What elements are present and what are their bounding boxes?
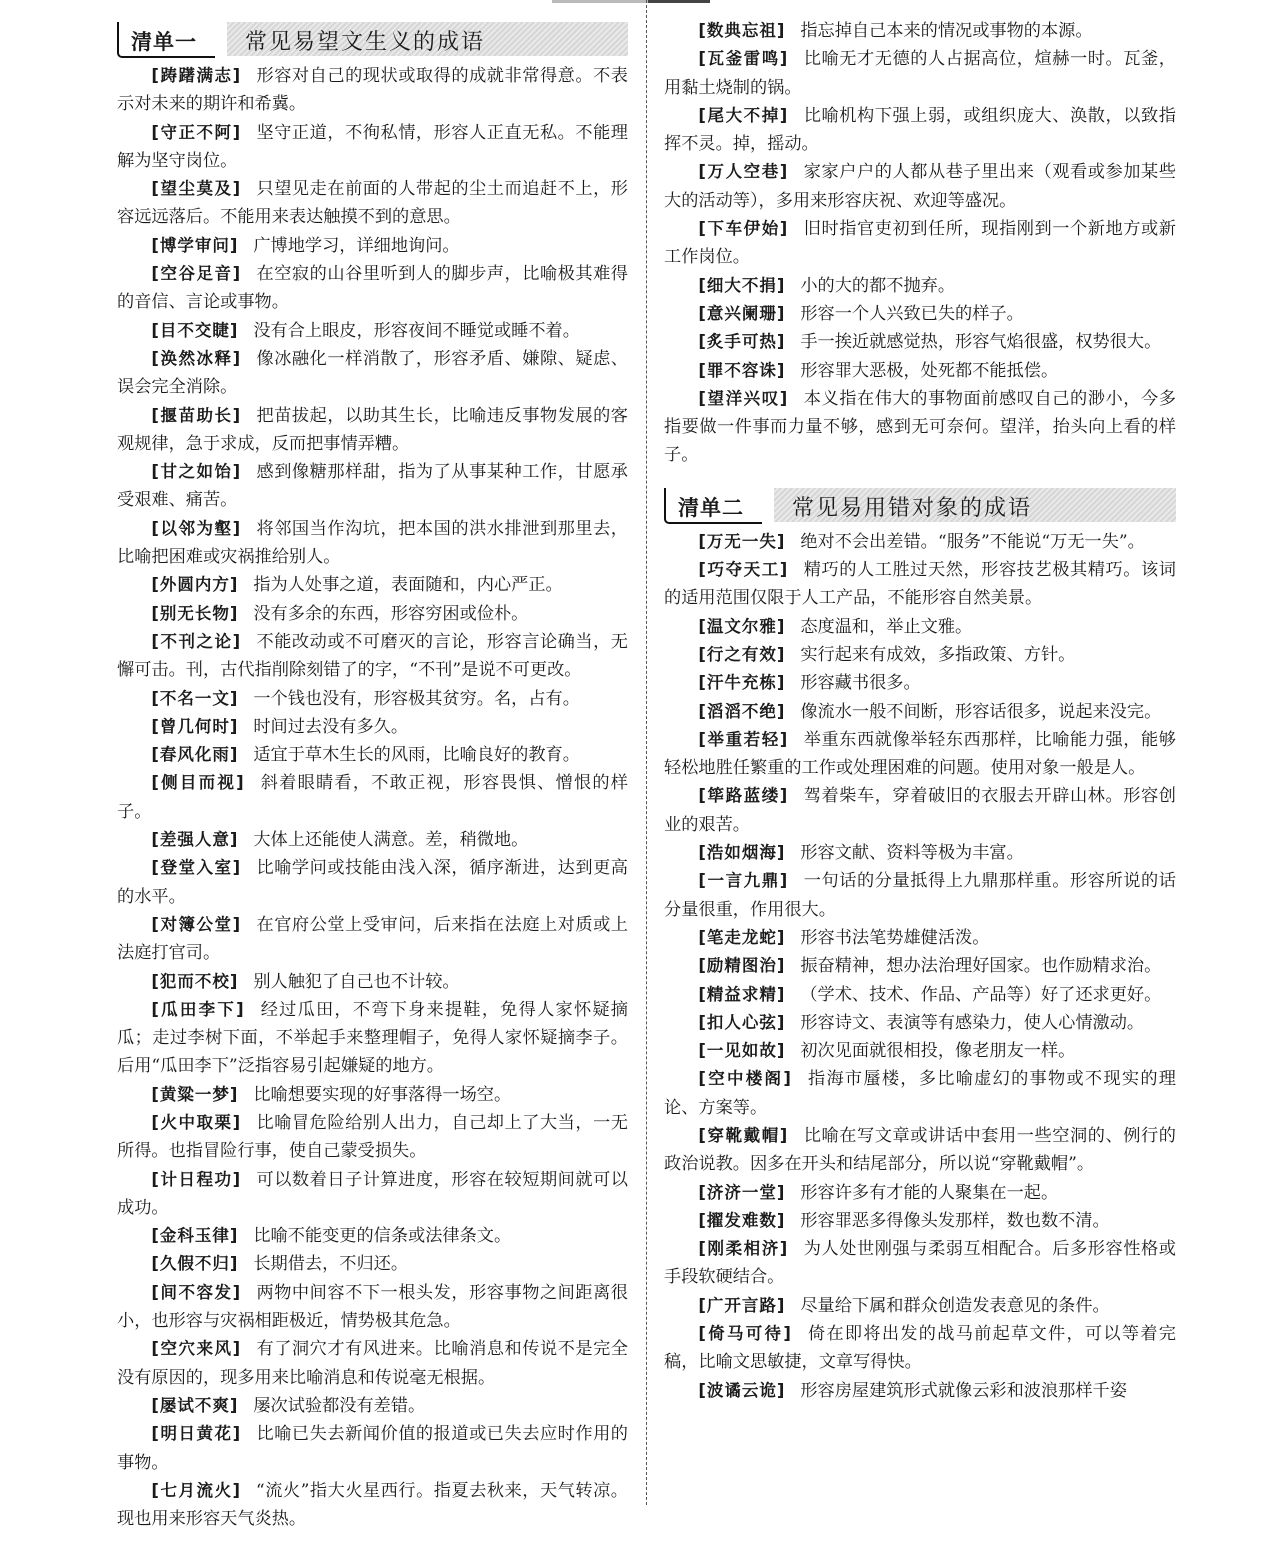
idiom-entry xyxy=(664,357,1176,385)
idiom-definition: 形容罪恶多得像头发那样，数也数不清。 xyxy=(800,1210,1110,1231)
idiom-term: [犯而不校] xyxy=(151,971,239,991)
idiom-definition: 驾着柴车，穿着破旧的衣服去开辟山林。形容创业的艰苦。 xyxy=(664,786,1176,835)
idiom-term: [久假不归] xyxy=(151,1254,239,1274)
idiom-term: [外圆内方] xyxy=(151,575,239,595)
idiom-term: [尾大不掉] xyxy=(698,105,789,125)
idiom-definition: 别人触犯了自己也不计较。 xyxy=(253,971,460,992)
idiom-definition: 形容许多有才能的人聚集在一起。 xyxy=(800,1182,1059,1203)
idiom-definition: 斜着眼睛看，不敢正视，形容畏惧、憎恨的样子。 xyxy=(117,773,628,822)
idiom-term: [瓜田李下] xyxy=(151,999,245,1019)
idiom-definition: 旧时指官吏初到任所，现指刚到一个新地方或新工作岗位。 xyxy=(664,219,1176,268)
idiom-entry xyxy=(664,528,1176,556)
idiom-entry xyxy=(664,385,1176,470)
idiom-entry xyxy=(664,215,1176,272)
idiom-definition: 实行起来有成效，多指政策、方针。 xyxy=(800,644,1076,665)
idiom-entry xyxy=(117,260,628,317)
idiom-term: [目不交睫] xyxy=(151,320,239,340)
idiom-entry xyxy=(117,1222,628,1250)
idiom-entry xyxy=(664,641,1176,669)
idiom-term: [屡试不爽] xyxy=(151,1395,239,1415)
idiom-definition: 没有多余的东西，形容穷困或俭朴。 xyxy=(253,603,529,624)
idiom-definition: 指海市蜃楼，多比喻虚幻的事物或不现实的理论、方案等。 xyxy=(664,1069,1176,1118)
idiom-term: [望尘莫及] xyxy=(151,179,242,199)
idiom-term: [一言九鼎] xyxy=(698,871,789,891)
idiom-definition: 时间过去没有多久。 xyxy=(253,716,409,737)
idiom-term: [空中楼阁] xyxy=(698,1069,792,1089)
section1-title: 常见易望文生义的成语 xyxy=(245,30,486,55)
idiom-term: [对簿公堂] xyxy=(151,914,242,934)
idiom-definition: 广博地学习，详细地询问。 xyxy=(253,235,460,256)
idiom-entry xyxy=(117,741,628,769)
idiom-term: [瓦釜雷鸣] xyxy=(698,49,789,69)
idiom-entry xyxy=(664,782,1176,839)
idiom-definition: 只望见走在前面的人带起的尘土而追赶不上，形容远远落后。不能用来表达触摸不到的意思。 xyxy=(117,179,628,228)
idiom-entry xyxy=(664,1065,1176,1122)
idiom-term: [春风化雨] xyxy=(151,745,239,765)
idiom-term: [不刊之论] xyxy=(151,631,242,651)
idiom-entry xyxy=(117,713,628,741)
idiom-term: [扣人心弦] xyxy=(698,1012,786,1032)
section1-list xyxy=(117,62,628,1533)
idiom-definition: 坚守正道，不徇私情，形容人正直无私。不能理解为坚守岗位。 xyxy=(117,122,628,171)
idiom-term: [筚路蓝缕] xyxy=(698,786,789,806)
idiom-entry xyxy=(664,613,1176,641)
idiom-entry xyxy=(664,1179,1176,1207)
idiom-term: [计日程功] xyxy=(151,1169,242,1189)
section2-header xyxy=(664,484,1176,524)
idiom-entry xyxy=(117,854,628,911)
idiom-definition: 举重东西就像举轻东西那样，比喻能力强，能够轻松地胜任繁重的工作或处理困难的问题。使用对象一般是人。 xyxy=(664,729,1176,779)
idiom-definition: 感到像糖那样甜，指为了从事某种工作，甘愿承受艰难、痛苦。 xyxy=(117,462,628,511)
idiom-term: [一见如故] xyxy=(698,1041,786,1061)
idiom-definition: 一句话的分量抵得上九鼎那样重。形容所说的话分量很重，作用很大。 xyxy=(664,871,1176,920)
idiom-entry xyxy=(664,328,1176,356)
idiom-definition: 在空寂的山谷里听到人的脚步声，比喻极其难得的音信、言论或事物。 xyxy=(117,264,628,313)
idiom-entry xyxy=(664,300,1176,328)
idiom-term: [涣然冰释] xyxy=(151,348,242,368)
idiom-definition: 振奋精神，想办法治理好国家。也作励精求治。 xyxy=(800,956,1162,977)
idiom-definition: 比喻不能变更的信条或法律条文。 xyxy=(253,1226,512,1247)
idiom-entry xyxy=(117,515,628,572)
idiom-entry xyxy=(117,769,628,826)
idiom-definition: 手一挨近就感觉热，形容气焰很盛，权势很大。 xyxy=(800,332,1162,353)
idiom-term: [空谷足音] xyxy=(151,264,242,284)
idiom-entry xyxy=(117,317,628,345)
idiom-entry xyxy=(664,867,1176,924)
top-scroll-indicator-dark xyxy=(648,0,710,3)
idiom-definition: 把苗拔起，以助其生长，比喻违反事物发展的客观规律，急于求成，反而把事情弄糟。 xyxy=(117,405,628,454)
idiom-term: [间不容发] xyxy=(151,1282,242,1302)
idiom-term: [穿靴戴帽] xyxy=(698,1125,789,1145)
idiom-entry xyxy=(117,600,628,628)
idiom-term: [空穴来风] xyxy=(151,1339,242,1359)
column-divider xyxy=(646,0,647,1505)
idiom-term: [炙手可热] xyxy=(698,332,786,352)
idiom-definition: “流火”指大火星西行。指夏去秋来，天气转凉。现也用来形容天气炎热。 xyxy=(117,1480,628,1530)
section2-list xyxy=(664,528,1176,1405)
idiom-term: [下车伊始] xyxy=(698,219,789,239)
idiom-definition: 形容文献、资料等极为丰富。 xyxy=(800,843,1024,864)
idiom-definition: 没有合上眼皮，形容夜间不睡觉或睡不着。 xyxy=(253,320,580,341)
idiom-definition: 尽量给下属和群众创造发表意见的条件。 xyxy=(800,1295,1110,1316)
idiom-definition: 比喻在写文章或讲话中套用一些空洞的、例行的政治说教。因多在开头和结尾部分，所以说“穿靴戴帽”。 xyxy=(664,1125,1176,1175)
idiom-term: [罪不容诛] xyxy=(698,360,786,380)
idiom-entry xyxy=(117,1109,628,1166)
idiom-term: [广开言路] xyxy=(698,1295,786,1315)
idiom-term: [精益求精] xyxy=(698,984,786,1004)
idiom-definition: 适宜于草木生长的风雨，比喻良好的教育。 xyxy=(253,745,580,766)
section2-tag: 清单二 xyxy=(678,495,744,520)
top-scroll-indicator xyxy=(552,0,648,3)
idiom-entry xyxy=(117,1335,628,1392)
section1-tag: 清单一 xyxy=(131,30,197,54)
idiom-entry xyxy=(117,1250,628,1278)
idiom-definition: 像冰融化一样消散了，形容矛盾、嫌隙、疑虑、误会完全消除。 xyxy=(117,348,628,398)
idiom-term: [差强人意] xyxy=(151,830,239,850)
idiom-definition: 倚在即将出发的战马前起草文件，可以等着完稿，比喻文思敏捷，文章写得快。 xyxy=(664,1324,1176,1373)
idiom-term: [揠苗助长] xyxy=(151,405,242,425)
idiom-entry xyxy=(117,628,628,685)
idiom-term: [火中取栗] xyxy=(151,1112,242,1132)
idiom-term: [明日黄花] xyxy=(151,1424,242,1444)
idiom-definition: 在官府公堂上受审问，后来指在法庭上对质或上法庭打官司。 xyxy=(117,914,628,964)
idiom-definition: 可以数着日子计算进度，形容在较短期间就可以成功。 xyxy=(117,1169,628,1218)
idiom-entry xyxy=(117,1420,628,1477)
idiom-definition: 形容对自己的现状或取得的成就非常得意。不表示对未来的期许和希冀。 xyxy=(117,66,628,115)
idiom-entry xyxy=(117,175,628,232)
idiom-entry xyxy=(664,1292,1176,1320)
idiom-definition: 形容诗文、表演等有感染力，使人心情激动。 xyxy=(800,1012,1145,1033)
idiom-entry xyxy=(664,1235,1176,1292)
idiom-definition: 指忘掉自己本来的情况或事物的本源。 xyxy=(800,21,1093,41)
idiom-entry xyxy=(117,1081,628,1109)
idiom-definition: 比喻无才无德的人占据高位，煊赫一时。瓦釜，用黏土烧制的锅。 xyxy=(664,49,1176,98)
idiom-term: [波谲云诡] xyxy=(698,1380,786,1400)
idiom-entry xyxy=(117,1392,628,1420)
idiom-term: [汗牛充栋] xyxy=(698,673,786,693)
section2-title: 常见易用错对象的成语 xyxy=(792,495,1033,521)
idiom-definition: 形容房屋建筑形式就像云彩和波浪那样千姿 xyxy=(800,1380,1127,1401)
idiom-entry xyxy=(664,981,1176,1009)
idiom-entry xyxy=(117,685,628,713)
idiom-term: [万无一失] xyxy=(698,531,786,551)
idiom-entry xyxy=(664,272,1176,300)
idiom-definition: 两物中间容不下一根头发，形容事物之间距离很小，也形容与灾祸相距极近，情势极其危急。 xyxy=(117,1282,628,1332)
idiom-entry xyxy=(117,458,628,515)
idiom-entry xyxy=(664,102,1176,159)
idiom-entry xyxy=(117,1166,628,1223)
idiom-term: [登堂入室] xyxy=(151,858,242,878)
idiom-entry xyxy=(664,726,1176,783)
idiom-definition: 比喻冒危险给别人出力，自己却上了大当，一无所得。也指冒险行事，使自己蒙受损失。 xyxy=(117,1112,628,1162)
idiom-entry xyxy=(117,1477,628,1534)
idiom-entry xyxy=(664,669,1176,697)
idiom-definition: 形容一个人兴致已失的样子。 xyxy=(800,303,1024,324)
idiom-entry xyxy=(117,1279,628,1336)
idiom-entry xyxy=(117,968,628,996)
idiom-definition: 形容罪大恶极，处死都不能抵偿。 xyxy=(800,360,1059,381)
idiom-definition: 绝对不会出差错。“服务”不能说“万无一失”。 xyxy=(800,531,1145,552)
idiom-entry xyxy=(117,232,628,260)
idiom-definition: 指为人处事之道，表面随和，内心严正。 xyxy=(253,575,563,596)
idiom-definition: 屡次试验都没有差错。 xyxy=(253,1395,426,1416)
idiom-entry xyxy=(117,996,628,1081)
idiom-term: [万人空巷] xyxy=(698,162,789,182)
section1-continued-list xyxy=(664,17,1176,470)
idiom-entry xyxy=(664,45,1176,102)
idiom-definition: 本义指在伟大的事物面前感叹自己的渺小，今多指要做一件事而力量不够，感到无可奈何。望洋，抬头向上看的样子。 xyxy=(664,388,1176,466)
idiom-entry xyxy=(664,1009,1176,1037)
idiom-term: [举重若轻] xyxy=(698,729,789,749)
idiom-definition: 比喻已失去新闻价值的报道或已失去应时作用的事物。 xyxy=(117,1424,628,1473)
idiom-entry xyxy=(664,924,1176,952)
idiom-term: [黄粱一梦] xyxy=(151,1084,239,1104)
idiom-term: [巧夺天工] xyxy=(698,560,789,580)
idiom-term: [金科玉律] xyxy=(151,1226,239,1246)
idiom-term: [笔走龙蛇] xyxy=(698,927,786,947)
idiom-entry xyxy=(664,698,1176,726)
idiom-term: [擢发难数] xyxy=(698,1210,786,1230)
idiom-definition: 比喻机构下强上弱，或组织庞大、涣散，以致指挥不灵。掉，摇动。 xyxy=(664,105,1176,155)
idiom-term: [济济一堂] xyxy=(698,1182,786,1202)
idiom-term: [行之有效] xyxy=(698,644,786,664)
section1-header xyxy=(117,18,628,58)
idiom-term: [数典忘祖] xyxy=(698,21,786,40)
idiom-definition: 精巧的人工胜过天然，形容技艺极其精巧。该词的适用范围仅限于人工产品，不能形容自然美景。 xyxy=(664,560,1176,609)
idiom-definition: 小的大的都不抛弃。 xyxy=(800,275,956,296)
right-column xyxy=(664,17,1176,1540)
idiom-term: [别无长物] xyxy=(151,603,239,623)
idiom-entry xyxy=(664,952,1176,980)
idiom-definition: （学术、技术、作品、产品等）好了还求更好。 xyxy=(800,984,1162,1005)
idiom-definition: 有了洞穴才有风进来。比喻消息和传说不是完全没有原因的，现多用来比喻消息和传说毫无根据。 xyxy=(117,1339,628,1388)
idiom-entry xyxy=(664,556,1176,613)
idiom-term: [踌躇满志] xyxy=(151,66,242,85)
idiom-term: [温文尔雅] xyxy=(698,616,786,636)
idiom-term: [细大不捐] xyxy=(698,275,786,295)
left-column xyxy=(117,18,628,1541)
idiom-entry xyxy=(117,62,628,119)
idiom-entry xyxy=(664,1377,1176,1405)
idiom-entry xyxy=(117,402,628,459)
idiom-entry xyxy=(117,571,628,599)
idiom-term: [倚马可待] xyxy=(698,1324,792,1344)
idiom-definition: 比喻想要实现的好事落得一场空。 xyxy=(253,1084,512,1105)
idiom-term: [甘之如饴] xyxy=(151,462,242,482)
idiom-definition: 长期借去，不归还。 xyxy=(253,1254,409,1275)
idiom-term: [七月流火] xyxy=(151,1480,242,1500)
idiom-entry xyxy=(664,17,1176,45)
idiom-entry xyxy=(117,119,628,176)
idiom-definition: 态度温和，举止文雅。 xyxy=(800,616,973,637)
idiom-term: [意兴阑珊] xyxy=(698,303,786,323)
idiom-entry xyxy=(664,158,1176,215)
idiom-entry xyxy=(664,839,1176,867)
idiom-term: [侧目而视] xyxy=(151,773,245,793)
idiom-definition: 像流水一般不间断，形容话很多，说起来没完。 xyxy=(800,701,1162,722)
idiom-definition: 不能改动或不可磨灭的言论，形容言论确当，无懈可击。刊，古代指削除刻错了的字，“不刊”是说不可更改。 xyxy=(117,631,628,681)
idiom-entry xyxy=(117,826,628,854)
idiom-entry xyxy=(664,1122,1176,1179)
idiom-term: [博学审问] xyxy=(151,235,239,255)
idiom-term: [励精图治] xyxy=(698,956,786,976)
idiom-definition: 为人处世刚强与柔弱互相配合。后多形容性格或手段软硬结合。 xyxy=(664,1239,1176,1288)
idiom-entry xyxy=(664,1320,1176,1377)
idiom-definition: 比喻学问或技能由浅入深，循序渐进，达到更高的水平。 xyxy=(117,858,628,907)
idiom-term: [滔滔不绝] xyxy=(698,701,786,721)
idiom-definition: 经过瓜田，不弯下身来提鞋，免得人家怀疑摘瓜；走过李树下面，不举起手来整理帽子，免得人家怀疑摘李子。后用“瓜田李下”泛指容易引起嫌疑的地方。 xyxy=(117,999,628,1077)
idiom-entry xyxy=(664,1207,1176,1235)
idiom-definition: 将邻国当作沟坑，把本国的洪水排泄到那里去，比喻把困难或灾祸推给别人。 xyxy=(117,518,628,568)
idiom-term: [望洋兴叹] xyxy=(698,388,789,408)
idiom-term: [守正不阿] xyxy=(151,122,242,142)
idiom-term: [不名一文] xyxy=(151,688,239,708)
idiom-term: [以邻为壑] xyxy=(151,518,242,538)
idiom-entry xyxy=(664,1037,1176,1065)
idiom-term: [刚柔相济] xyxy=(698,1239,789,1259)
idiom-term: [曾几何时] xyxy=(151,716,239,736)
idiom-definition: 家家户户的人都从巷子里出来（观看或参加某些大的活动等），多用来形容庆祝、欢迎等盛况。 xyxy=(664,162,1176,211)
idiom-definition: 大体上还能使人满意。差，稍微地。 xyxy=(253,830,529,851)
idiom-definition: 一个钱也没有，形容极其贫穷。名，占有。 xyxy=(253,688,580,709)
idiom-definition: 初次见面就很相投，像老朋友一样。 xyxy=(800,1041,1076,1062)
idiom-definition: 形容书法笔势雄健活泼。 xyxy=(800,927,990,948)
idiom-entry xyxy=(117,911,628,968)
idiom-term: [浩如烟海] xyxy=(698,843,786,863)
idiom-definition: 形容藏书很多。 xyxy=(800,673,921,694)
idiom-entry xyxy=(117,345,628,402)
